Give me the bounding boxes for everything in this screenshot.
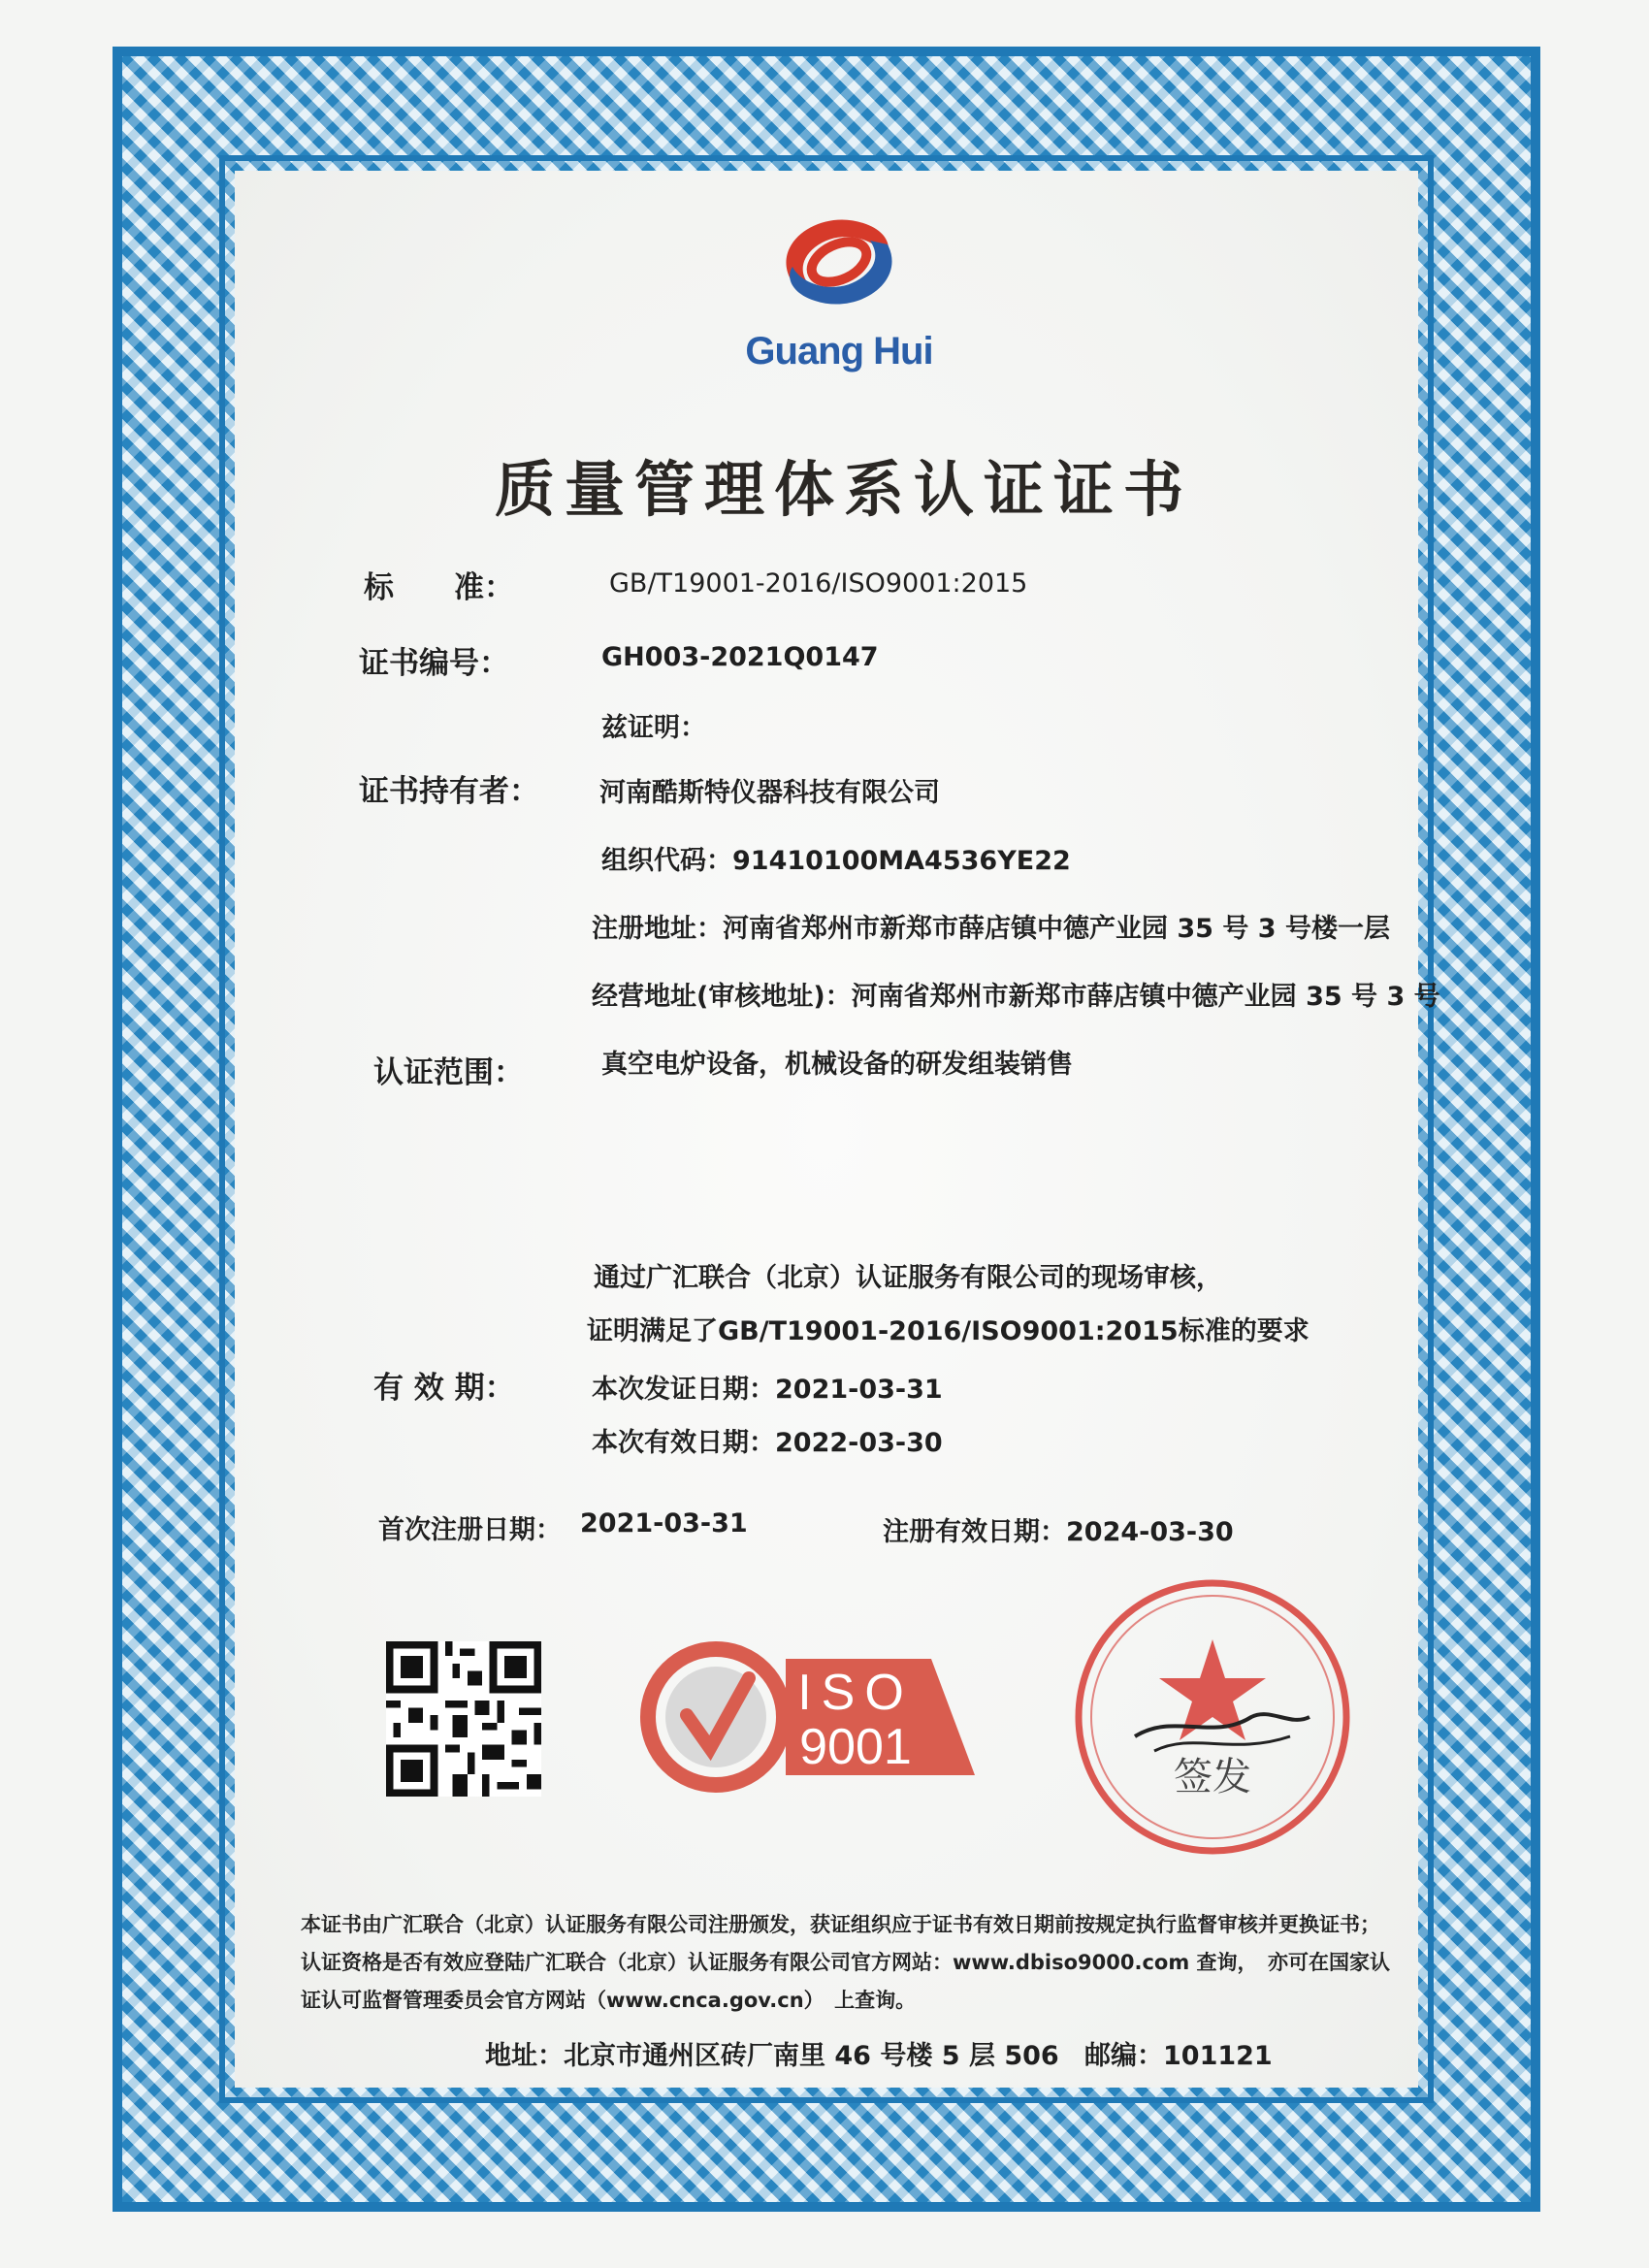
footer-address: 地址：北京市通州区砖厂南里 46 号楼 5 层 506 bbox=[485, 2041, 1059, 2071]
note-line-1: 本证书由广汇联合（北京）认证服务有限公司注册颁发，获证组织应于证书有效日期前按规定执行监督审核并更换证书； bbox=[301, 1913, 1380, 1936]
org-code: 组织代码：91410100MA4536YE22 bbox=[601, 846, 1071, 876]
iso-badge-line2: 9001 bbox=[799, 1719, 912, 1775]
statement-line-1: 通过广汇联合（北京）认证服务有限公司的现场审核， bbox=[594, 1263, 1222, 1293]
note-line-2: 认证资格是否有效应登陆广汇联合（北京）认证服务有限公司官方网站：www.dbiso9000.com 查询， 亦可在国家认 bbox=[301, 1951, 1391, 1974]
brand-name: Guang Hui bbox=[745, 330, 933, 373]
official-seal bbox=[1067, 1571, 1358, 1863]
hereby-text: 兹证明： bbox=[601, 713, 706, 743]
iso-badge-line1: ISO bbox=[797, 1665, 914, 1721]
qr-code-icon bbox=[386, 1641, 541, 1797]
first-registration-label: 首次注册日期： bbox=[378, 1515, 562, 1545]
statement-line-2: 证明满足了GB/T19001-2016/ISO9001:2015标准的要求 bbox=[587, 1316, 1310, 1346]
iso-9001-badge bbox=[640, 1639, 989, 1795]
validity-label: 有 效 期： bbox=[373, 1371, 515, 1406]
guanghui-logo-icon bbox=[761, 204, 917, 320]
holder-value: 河南酷斯特仪器科技有限公司 bbox=[599, 778, 940, 808]
seal-sign-label: 签发 bbox=[1174, 1755, 1251, 1799]
holder-label: 证书持有者： bbox=[359, 774, 539, 809]
registered-address: 注册地址：河南省郑州市新郑市薛店镇中德产业园 35 号 3 号楼一层 bbox=[592, 914, 1390, 944]
footer-postcode: 邮编：101121 bbox=[1084, 2041, 1273, 2071]
certificate-title: 质量管理体系认证证书 bbox=[494, 454, 1193, 525]
operating-address: 经营地址(审核地址)：河南省郑州市新郑市薛店镇中德产业园 35 号 3 号 bbox=[592, 982, 1440, 1012]
first-registration-value: 2021-03-31 bbox=[580, 1508, 748, 1539]
standard-value: GB/T19001-2016/ISO9001:2015 bbox=[609, 568, 1028, 599]
issue-date: 本次发证日期：2021-03-31 bbox=[592, 1375, 943, 1405]
scope-label: 认证范围： bbox=[373, 1055, 524, 1090]
registration-valid: 注册有效日期：2024-03-30 bbox=[883, 1517, 1234, 1547]
standard-label: 标 准： bbox=[364, 570, 514, 605]
cert-no-label: 证书编号： bbox=[359, 646, 509, 681]
cert-no-value: GH003-2021Q0147 bbox=[601, 642, 879, 672]
expire-date: 本次有效日期：2022-03-30 bbox=[592, 1428, 943, 1458]
note-line-3: 证认可监督管理委员会官方网站（www.cnca.gov.cn） 上查询。 bbox=[301, 1989, 917, 2012]
scope-value: 真空电炉设备，机械设备的研发组装销售 bbox=[601, 1050, 1073, 1080]
